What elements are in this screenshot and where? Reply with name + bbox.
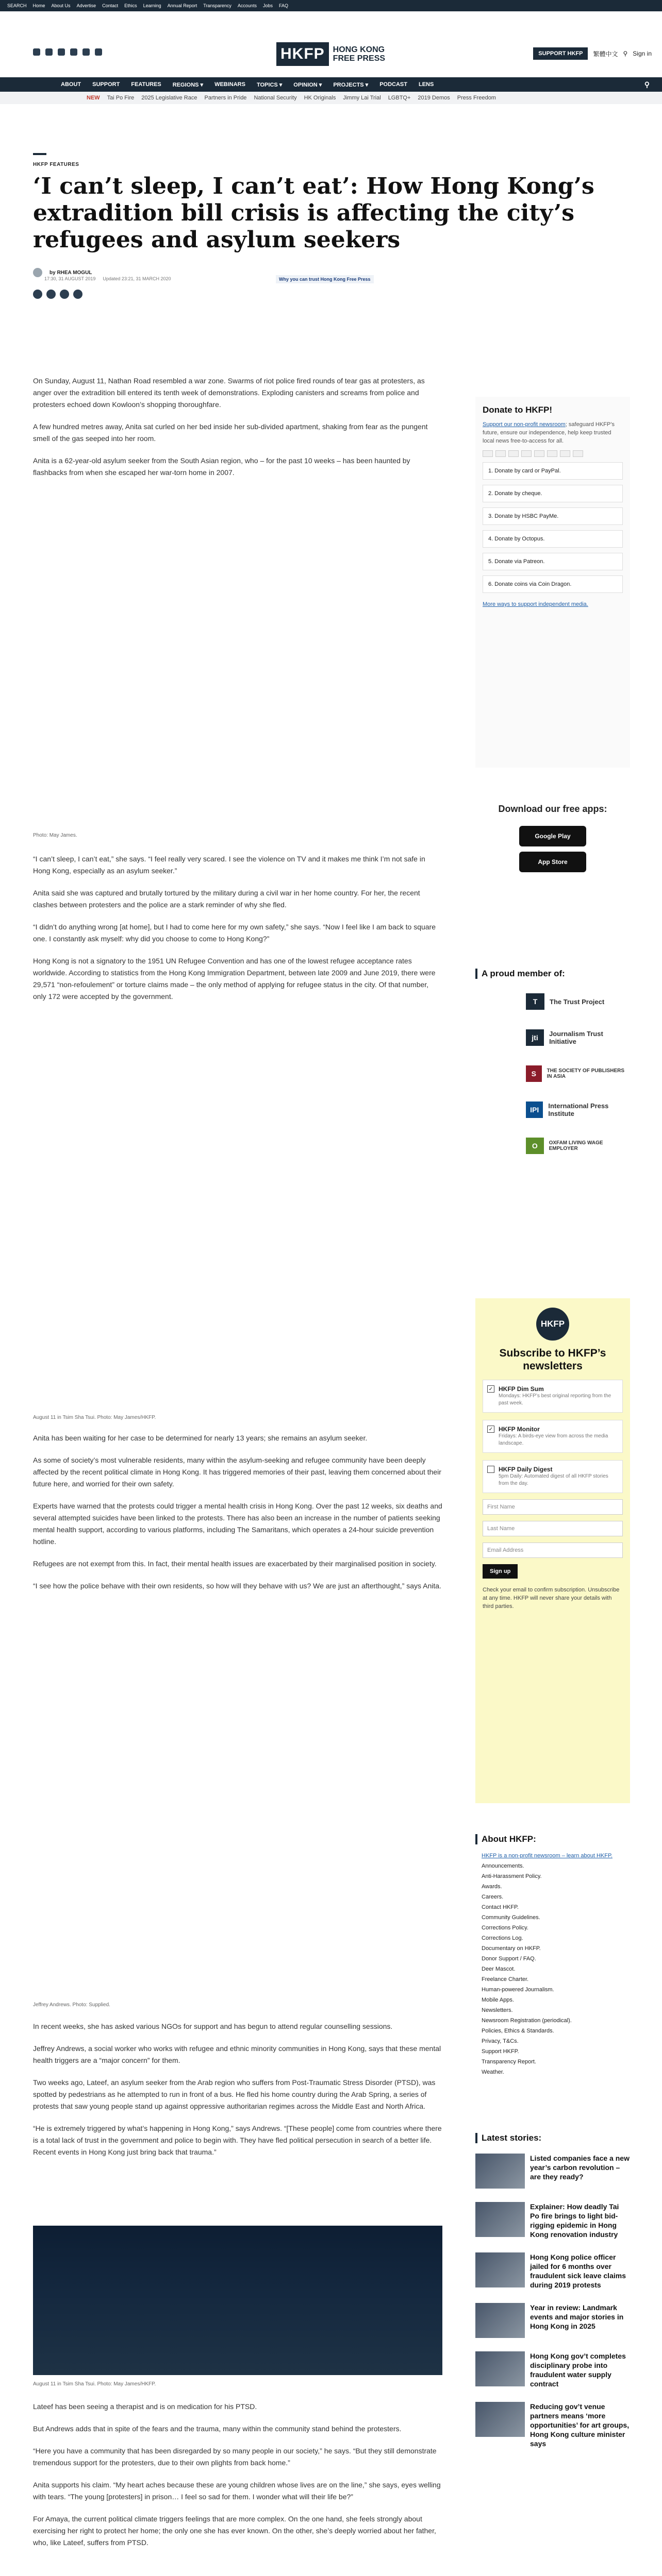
newsletter-logo: HKFP (536, 1308, 569, 1341)
nav-item[interactable]: REGIONS ▾ (172, 82, 204, 88)
nav-item[interactable]: FEATURES (131, 81, 161, 88)
support-button[interactable]: SUPPORT HKFP (533, 47, 588, 60)
google-play-badge[interactable]: Google Play (519, 826, 586, 846)
nav-item[interactable]: PROJECTS ▾ (333, 82, 369, 88)
paragraph: “I can’t sleep, I can’t eat,” she says. “I feel really very scared. I see the violence on TV and it makes me think I’m not safe in Hong Kong, especially as an asylum seeker.” (33, 855, 425, 875)
publish-date: 17:30, 31 AUGUST 2019 (44, 276, 96, 281)
about-link[interactable]: Contact HKFP. (482, 1904, 519, 1910)
member-logo[interactable] (526, 1029, 630, 1046)
trending-label: NEW (87, 95, 100, 101)
jti-icon: jti (526, 1029, 544, 1046)
story-title: Hong Kong gov’t completes disciplinary probe into fraudulent water supply contract (530, 2352, 626, 2388)
about-link[interactable]: Mobile Apps. (482, 1997, 514, 2003)
utility-link[interactable]: Learning (143, 3, 161, 8)
paragraph: Jeffrey Andrews, a social worker who works with refugee and ethnic minority communities in Hong Kong, says that these mental health triggers are a “major concern” for them. (33, 2044, 441, 2064)
facebook-icon[interactable] (33, 48, 40, 56)
members-box (475, 969, 630, 1174)
newsletter-desc: Mondays: HKFP’s best original reporting from the past week. (499, 1393, 611, 1406)
donate-option[interactable]: 6. Donate coins via Coin Dragon. (483, 575, 623, 593)
donate-title: Donate to HKFP! (483, 405, 553, 415)
about-link[interactable]: Anti-Harassment Policy. (482, 1873, 542, 1879)
share-buttons (33, 290, 82, 299)
newsletter-name: HKFP Daily Digest (499, 1466, 553, 1473)
about-link[interactable]: Corrections Log. (482, 1935, 523, 1941)
trending-link[interactable]: Jimmy Lai Trial (343, 95, 381, 101)
about-link[interactable]: Newsletters. (482, 2007, 513, 2013)
about-link[interactable]: Documentary on HKFP. (482, 1945, 541, 1952)
latest-story[interactable] (475, 2402, 630, 2448)
member-name: THE SOCIETY OF PUBLISHERS IN ASIA (547, 1068, 625, 1079)
donate-text (475, 420, 630, 445)
latest-story[interactable] (475, 2202, 630, 2239)
social-links (33, 48, 102, 56)
visa-icon (495, 450, 506, 457)
trending-link[interactable]: Tai Po Fire (107, 95, 135, 101)
member-name: The Trust Project (550, 997, 605, 1006)
mastercard-icon (483, 450, 493, 457)
header-actions (533, 47, 652, 60)
payme-icon (560, 450, 570, 457)
paragraph: A few hundred metres away, Anita sat curled on her bed inside her sub-divided apartment, shaking from fear as the pungent smell of the gas seeped into her room. (33, 422, 428, 443)
newsletter-note: Check your email to confirm subscription. Unsubscribe at any time. HKFP will never share your details with third parties. (483, 1587, 620, 1609)
linkedin-icon[interactable] (82, 48, 90, 56)
latest-story[interactable] (475, 2154, 630, 2189)
about-link[interactable]: Announcements. (482, 1863, 524, 1869)
checkbox[interactable]: ✓ (487, 1426, 494, 1433)
latest-title: Latest stories: (475, 2133, 630, 2143)
article-body-5 (33, 2401, 442, 2559)
nav-item[interactable]: WEBINARS (214, 81, 245, 88)
utility-link[interactable]: Advertise (76, 3, 96, 8)
utility-link[interactable]: Transparency (203, 3, 231, 8)
trending-bar (0, 92, 662, 104)
trust-badge[interactable]: Why you can trust Hong Kong Free Press (276, 275, 374, 283)
apps-box (475, 804, 630, 877)
story-title: Reducing gov’t venue partners means ‘more opportunities’ for art groups, Hong Kong culture minister says (530, 2402, 630, 2448)
member-logo[interactable] (526, 1101, 630, 1118)
photo-caption: August 11 in Tsim Sha Tsui. Photo: May James/HKFP. (33, 1415, 156, 1420)
first-name-input[interactable]: First Name (483, 1499, 623, 1515)
nav-item[interactable]: OPINION ▾ (293, 82, 322, 88)
about-link[interactable]: Corrections Policy. (482, 1925, 528, 1931)
checkbox[interactable] (487, 1466, 494, 1473)
about-link[interactable]: Human-powered Journalism. (482, 1987, 554, 1993)
donate-option[interactable]: 1. Donate by card or PayPal. (483, 462, 623, 480)
about-link[interactable]: Deer Mascot. (482, 1966, 516, 1972)
about-link[interactable]: Freelance Charter. (482, 1976, 529, 1982)
story-title: Explainer: How deadly Tai Po fire brings to light bid-rigging epidemic in Hong Kong renovation industry (530, 2202, 619, 2239)
utility-link[interactable]: FAQ (278, 3, 288, 8)
paypal-icon (521, 450, 532, 457)
utility-link[interactable]: Jobs (262, 3, 273, 8)
article-kicker[interactable]: HKFP FEATURES (33, 162, 79, 167)
nav-item[interactable]: ABOUT (61, 81, 81, 88)
youtube-icon[interactable] (70, 48, 77, 56)
about-link[interactable]: Transparency Report. (482, 2059, 536, 2065)
about-box (475, 1834, 630, 2077)
about-link[interactable]: Support HKFP. (482, 2048, 519, 2055)
story-thumbnail (475, 2202, 525, 2237)
paragraph: Anita supports his claim. “My heart aches because these are young children whose lives are on the line,” she says, eyes welling with tears. “The young [protesters] in prison… I feel so sad for them. I wonder what will their life be?” (33, 2481, 441, 2501)
newsletter-option[interactable] (483, 1460, 623, 1493)
article-title: ‘I can’t sleep, I can’t eat’: How Hong Kong’s extradition bill crisis is affecting the city’s refugees and asylum seekers (33, 173, 594, 253)
paragraph: “Here you have a community that has been disregarded by so many people in our society,” he says. “But they still demonstrate tremendous support for the protesters, due to their own plights from back home.” (33, 2447, 437, 2467)
paragraph: As some of society’s most vulnerable residents, many within the asylum-seeking and refugee community have been deeply affected by the recent political climate in Hong Kong. It has triggered memories of their past, leaving them concerned about their future here, and worried for their own safety. (33, 1456, 441, 1488)
utility-link[interactable]: SEARCH (7, 3, 27, 8)
instagram-icon[interactable] (58, 48, 65, 56)
latest-story[interactable] (475, 2252, 630, 2290)
paragraph: Anita is a 62-year-old asylum seeker from the South Asian region, who – for the past 10 weeks – has been haunted by flashbacks from when she escaped her war-torn home in 2007. (33, 456, 410, 477)
utility-link[interactable]: About Us (51, 3, 71, 8)
about-title: About HKFP: (475, 1834, 630, 1844)
googlepay-icon (547, 450, 557, 457)
logo-text (333, 45, 385, 63)
applepay-icon (534, 450, 544, 457)
article-body-2 (33, 853, 442, 1013)
donate-link[interactable]: Support our non-profit newsroom (483, 421, 566, 428)
member-logo[interactable] (526, 1065, 630, 1082)
newsletter-option[interactable] (483, 1380, 623, 1413)
checkbox[interactable]: ✓ (487, 1385, 494, 1393)
paragraph: Anita said she was captured and brutally tortured by the military during a civil war in her home country. For her, the recent clashes between protesters and the police are a stark reminder of why she fled. (33, 889, 420, 909)
paragraph: Anita has been waiting for her case to be determined for nearly 13 years; she remains an asylum seeker. (33, 1434, 368, 1442)
author-name[interactable]: by RHEA MOGUL (49, 269, 92, 276)
trending-link[interactable]: 2025 Legislative Race (141, 95, 197, 101)
about-link[interactable]: Awards. (482, 1884, 502, 1890)
story-thumbnail (475, 2154, 525, 2189)
about-link[interactable]: Careers. (482, 1894, 504, 1900)
twitter-icon[interactable] (45, 48, 53, 56)
member-name: OXFAM LIVING WAGE EMPLOYER (549, 1140, 603, 1151)
utility-link[interactable]: Accounts (237, 3, 257, 8)
oxfam-icon: O (526, 1138, 544, 1154)
story-thumbnail (475, 2402, 525, 2437)
about-link[interactable]: HKFP is a non-profit newsroom – learn about HKFP. (482, 1853, 613, 1859)
email-share-icon[interactable] (73, 290, 82, 299)
facebook-share-icon[interactable] (33, 290, 42, 299)
members-title: A proud member of: (475, 969, 630, 979)
twitter-share-icon[interactable] (46, 290, 56, 299)
member-name: International Press Institute (548, 1102, 609, 1117)
search-icon[interactable]: ⚲ (623, 50, 628, 57)
donate-option[interactable]: 2. Donate by cheque. (483, 485, 623, 502)
newsletter-option[interactable] (483, 1420, 623, 1453)
photo-caption: Photo: May James. (33, 833, 77, 838)
newsletter-name: HKFP Dim Sum (499, 1385, 544, 1393)
site-header (0, 11, 662, 77)
about-list (475, 1844, 630, 2077)
newsletter-title: Subscribe to HKFP’s newsletters (499, 1347, 606, 1372)
donate-option[interactable]: 3. Donate by HSBC PayMe. (483, 507, 623, 525)
telegram-icon[interactable] (95, 48, 102, 56)
trending-link[interactable]: Press Freedom (457, 95, 496, 101)
nav-item[interactable]: SUPPORT (92, 81, 120, 88)
site-logo[interactable] (276, 42, 385, 66)
newsletter-box (475, 1298, 630, 1803)
last-name-input[interactable]: Last Name (483, 1521, 623, 1536)
article-dates (44, 276, 171, 281)
utility-link[interactable]: Home (32, 3, 45, 8)
photo-caption: August 11 in Tsim Sha Tsui. Photo: May James/HKFP. (33, 2381, 156, 2387)
main-nav (0, 77, 662, 92)
trending-link[interactable]: HK Originals (304, 95, 336, 101)
nav-item[interactable]: PODCAST (379, 81, 407, 88)
latest-box (475, 2133, 630, 2462)
sopa-icon: S (526, 1065, 542, 1082)
apps-title: Download our free apps: (498, 804, 607, 814)
trending-link[interactable]: National Security (254, 95, 297, 101)
nav-item[interactable]: TOPICS ▾ (256, 82, 283, 88)
article-body-4 (33, 2021, 442, 2168)
octopus-icon (573, 450, 583, 457)
paragraph: For Amaya, the current political climate triggers feelings that are more complex. On the one hand, she feels strongly about exercising her right to protect her home; the only one she has ever known. On the other, she’s deeply worried about her father, who, like Lateef, suffers from PTSD. (33, 2515, 436, 2547)
article-body-1 (33, 375, 442, 489)
donate-more-link[interactable]: More ways to support independent media. (483, 601, 588, 607)
paragraph: Experts have warned that the protests could trigger a mental health crisis in Hong Kong. Over the past 12 weeks, six deaths and several attempted suicides have been linked to the protests. There has also been an increase in the number of patients seeking mental health support, according to various platforms, including The Samaritans, which operates a 24-hour suicide prevention hotline. (33, 1502, 442, 1546)
article-photo (33, 2226, 442, 2375)
about-link[interactable]: Community Guidelines. (482, 1914, 540, 1921)
trending-link[interactable]: 2019 Demos (418, 95, 450, 101)
trust-project-icon: T (526, 993, 544, 1010)
paragraph: On Sunday, August 11, Nathan Road resembled a war zone. Swarms of riot police fired rounds of tear gas at protesters, as anger over the extradition bill entered its tenth week of demonstrations. Exploding canisters and screams from police and protesters echoed down Kowloon’s shopping thoroughfare. (33, 377, 425, 409)
trending-link[interactable]: LGBTQ+ (388, 95, 411, 101)
donate-option[interactable]: 4. Donate by Octopus. (483, 530, 623, 548)
story-thumbnail (475, 2351, 525, 2386)
updated-date: Updated 23:21, 31 MARCH 2020 (103, 276, 171, 281)
signup-button[interactable]: Sign up (483, 1564, 518, 1579)
paragraph: “I didn’t do anything wrong [at home], but I had to come here for my own safety,” she says. “Now I feel like I am back to square one. I constantly ask myself: why did you choose to come to Hong Kong?” (33, 923, 436, 943)
logo-line: HONG KONG (333, 45, 385, 54)
paragraph: “He is extremely triggered by what’s happening in Hong Kong,” says Andrews. “[These people] come from countries where there is a total lack of trust in the government and police to begin with. They have fled political persecution in search of a better life. Recent events in Hong Kong just bring back that trauma.” (33, 2124, 442, 2156)
about-link[interactable]: Privacy, T&Cs. (482, 2038, 519, 2044)
story-title: Year in review: Landmark events and major stories in Hong Kong in 2025 (530, 2303, 624, 2330)
paragraph: Refugees are not exempt from this. In fact, their mental health issues are exacerbated by their marginalised position in society. (33, 1560, 437, 1568)
newsletter-desc: Fridays: A birds-eye view from across the media landscape. (499, 1433, 608, 1446)
payment-icons (475, 445, 630, 462)
story-title: Listed companies face a new year’s carbon revolution – are they ready? (530, 2154, 630, 2181)
donate-option[interactable]: 5. Donate via Patreon. (483, 553, 623, 570)
about-link[interactable]: Policies, Ethics & Standards. (482, 2028, 554, 2034)
utility-link[interactable]: Annual Report (167, 3, 197, 8)
about-link[interactable]: Weather. (482, 2069, 504, 2075)
about-link[interactable]: Newsroom Registration (periodical). (482, 2018, 572, 2024)
utility-link[interactable]: Ethics (124, 3, 137, 8)
kicker-rule (33, 153, 46, 155)
story-title: Hong Kong police officer jailed for 6 months over fraudulent sick leave claims during 2019 protests (530, 2253, 626, 2289)
donate-desc: ; safeguard HKFP’s future, ensure our independence, help keep trusted local news free-to-access for all. (483, 421, 615, 444)
latest-story[interactable] (475, 2303, 630, 2338)
language-link[interactable]: 繁體中文 (593, 50, 618, 58)
utility-bar (0, 0, 662, 11)
app-store-badge[interactable]: App Store (519, 852, 586, 872)
article-body-3 (33, 1432, 442, 1602)
utility-link[interactable]: Contact (102, 3, 119, 8)
whatsapp-share-icon[interactable] (60, 290, 69, 299)
member-name: Journalism Trust Initiative (549, 1030, 603, 1045)
story-thumbnail (475, 2252, 525, 2287)
email-input[interactable]: Email Address (483, 1543, 623, 1558)
about-link[interactable]: Donor Support / FAQ. (482, 1956, 536, 1962)
latest-story[interactable] (475, 2351, 630, 2388)
newsletter-name: HKFP Monitor (499, 1426, 540, 1433)
logo-mark: HKFP (276, 42, 329, 66)
donate-box (475, 397, 630, 768)
photo-caption: Jeffrey Andrews. Photo: Supplied. (33, 2002, 110, 2008)
member-logo[interactable] (526, 1138, 630, 1154)
paragraph: But Andrews adds that in spite of the fears and the trauma, many within the community stand behind the protesters. (33, 2425, 402, 2433)
story-thumbnail (475, 2303, 525, 2338)
logo-line: FREE PRESS (333, 54, 386, 63)
nav-item[interactable]: LENS (418, 81, 434, 88)
paragraph: Lateef has been seeing a therapist and is on medication for his PTSD. (33, 2402, 257, 2411)
signin-link[interactable]: Sign in (633, 50, 652, 57)
paragraph: “I see how the police behave with their own residents, so how will they behave with us? We are just an afterthought,” says Anita. (33, 1582, 441, 1590)
amex-icon (508, 450, 519, 457)
paragraph: Hong Kong is not a signatory to the 1951 UN Refugee Convention and has one of the lowest refugee acceptance rates worldwide. According to statistics from the Hong Kong Immigration Department, between late 2009 and June 2019, there were 29,571 “non-refoulement” or torture claims made – the only method of applying for refugee status in the city. Of that number, only 172 were accepted by the government. (33, 957, 436, 1001)
ipi-icon: IPI (526, 1101, 543, 1118)
trending-link[interactable]: Partners in Pride (204, 95, 247, 101)
member-logo[interactable] (526, 993, 630, 1010)
search-icon[interactable]: ⚲ (644, 80, 650, 89)
paragraph: Two weeks ago, Lateef, an asylum seeker from the Arab region who suffers from Post-Traumatic Stress Disorder (PTSD), was spotted by pedestrians as he attempted to run in front of a bus. He fled his home country during the Arab Spring, a series of protests that saw young people stand up against oppressive authoritarian regimes across the Middle East and North Africa. (33, 2078, 436, 2110)
paragraph: In recent weeks, she has asked various NGOs for support and has begun to attend regular counselling sessions. (33, 2022, 393, 2030)
newsletter-desc: 5pm Daily: Automated digest of all HKFP stories from the day. (499, 1473, 608, 1486)
author-avatar (33, 268, 42, 277)
